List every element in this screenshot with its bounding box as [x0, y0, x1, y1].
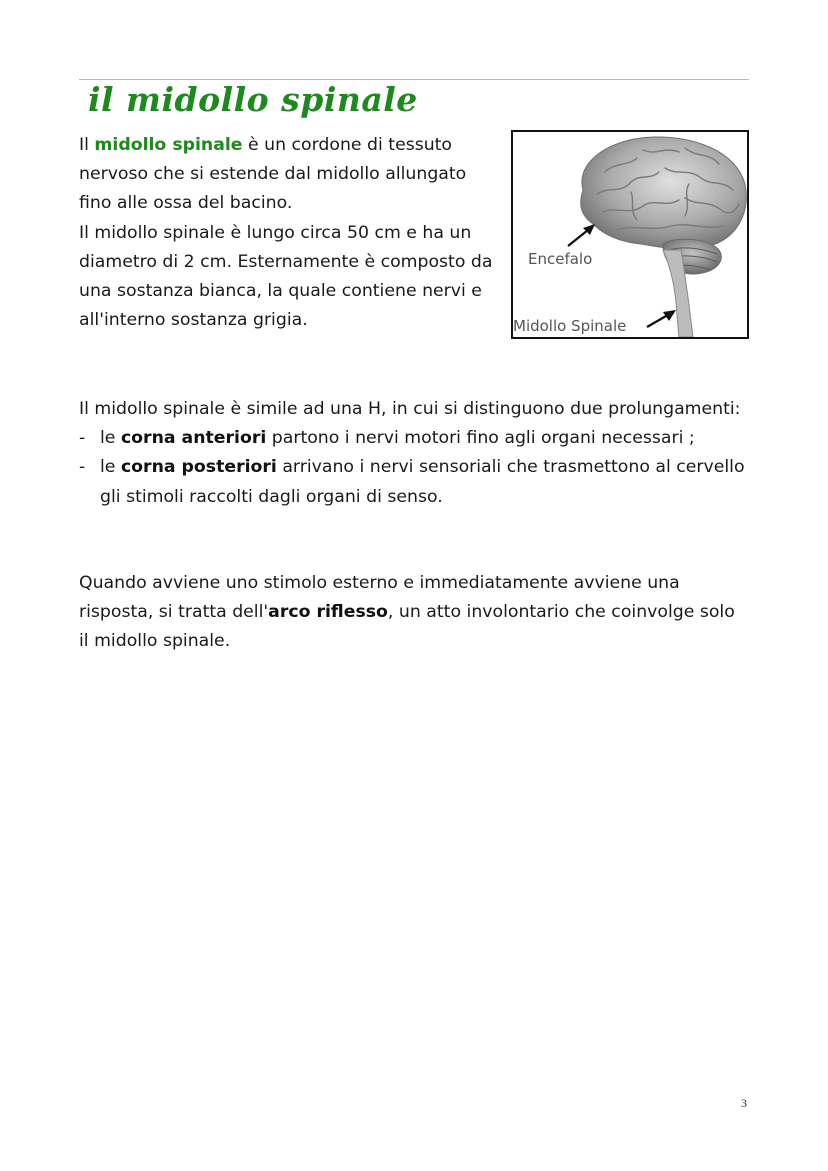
term-arco-riflesso: arco riflesso: [268, 602, 388, 623]
brain-illustration: [513, 132, 747, 337]
term-corna-anteriori: corna anteriori: [120, 428, 267, 449]
item-post: partono i nervi motori fino agli organi necessari ;: [266, 428, 695, 449]
dash-marker: -: [79, 428, 86, 449]
cerebrum-shape: [581, 137, 747, 249]
intro-text-2: Il midollo spinale è lungo circa 50 cm e ha un diametro di 2 cm. Esternamente è composto da una sostanza bianca, la quale contiene nervi e all'interno sostanza grigia.: [79, 222, 493, 331]
arco-riflesso-paragraph: [79, 569, 739, 657]
list-item-posteriori: [79, 453, 759, 511]
dash-marker: -: [79, 457, 86, 478]
intro-text-1: [79, 131, 504, 219]
item-pre: le: [100, 428, 121, 449]
label-midollo-spinale: Midollo Spinale: [513, 317, 627, 335]
intro-definition: è un cordone di tessuto nervoso che si estende dal midollo allungato fino alle ossa del bacino.: [79, 135, 467, 214]
page-title: il midollo spinale: [88, 80, 418, 119]
term-corna-posteriori: corna posteriori: [120, 457, 277, 478]
corna-lead: Il midollo spinale è simile ad una H, in cui si distinguono due prolungamenti:: [79, 399, 741, 419]
section-arco-riflesso: [79, 569, 739, 657]
intro-paragraph: [79, 131, 504, 335]
intro-pre: Il: [79, 135, 95, 155]
brain-figure: [511, 130, 749, 339]
item-pre: le: [100, 457, 121, 478]
list-item-anteriori: [79, 424, 759, 453]
label-encefalo: Encefalo: [528, 250, 593, 268]
item-post: arrivano i nervi sensoriali che trasmettono al cervello gli stimoli raccolti dagli organi di senso.: [100, 457, 745, 507]
corna-list: [79, 424, 759, 512]
arco-post: , un atto involontario che coinvolge solo il midollo spinale.: [79, 602, 735, 652]
term-midollo-spinale: midollo spinale: [94, 135, 243, 155]
section-corna: [79, 395, 759, 512]
arco-pre: Quando avviene uno stimolo esterno e immediatamente avviene una risposta, si tratta dell': [79, 573, 680, 623]
page-number: 3: [741, 1096, 747, 1110]
